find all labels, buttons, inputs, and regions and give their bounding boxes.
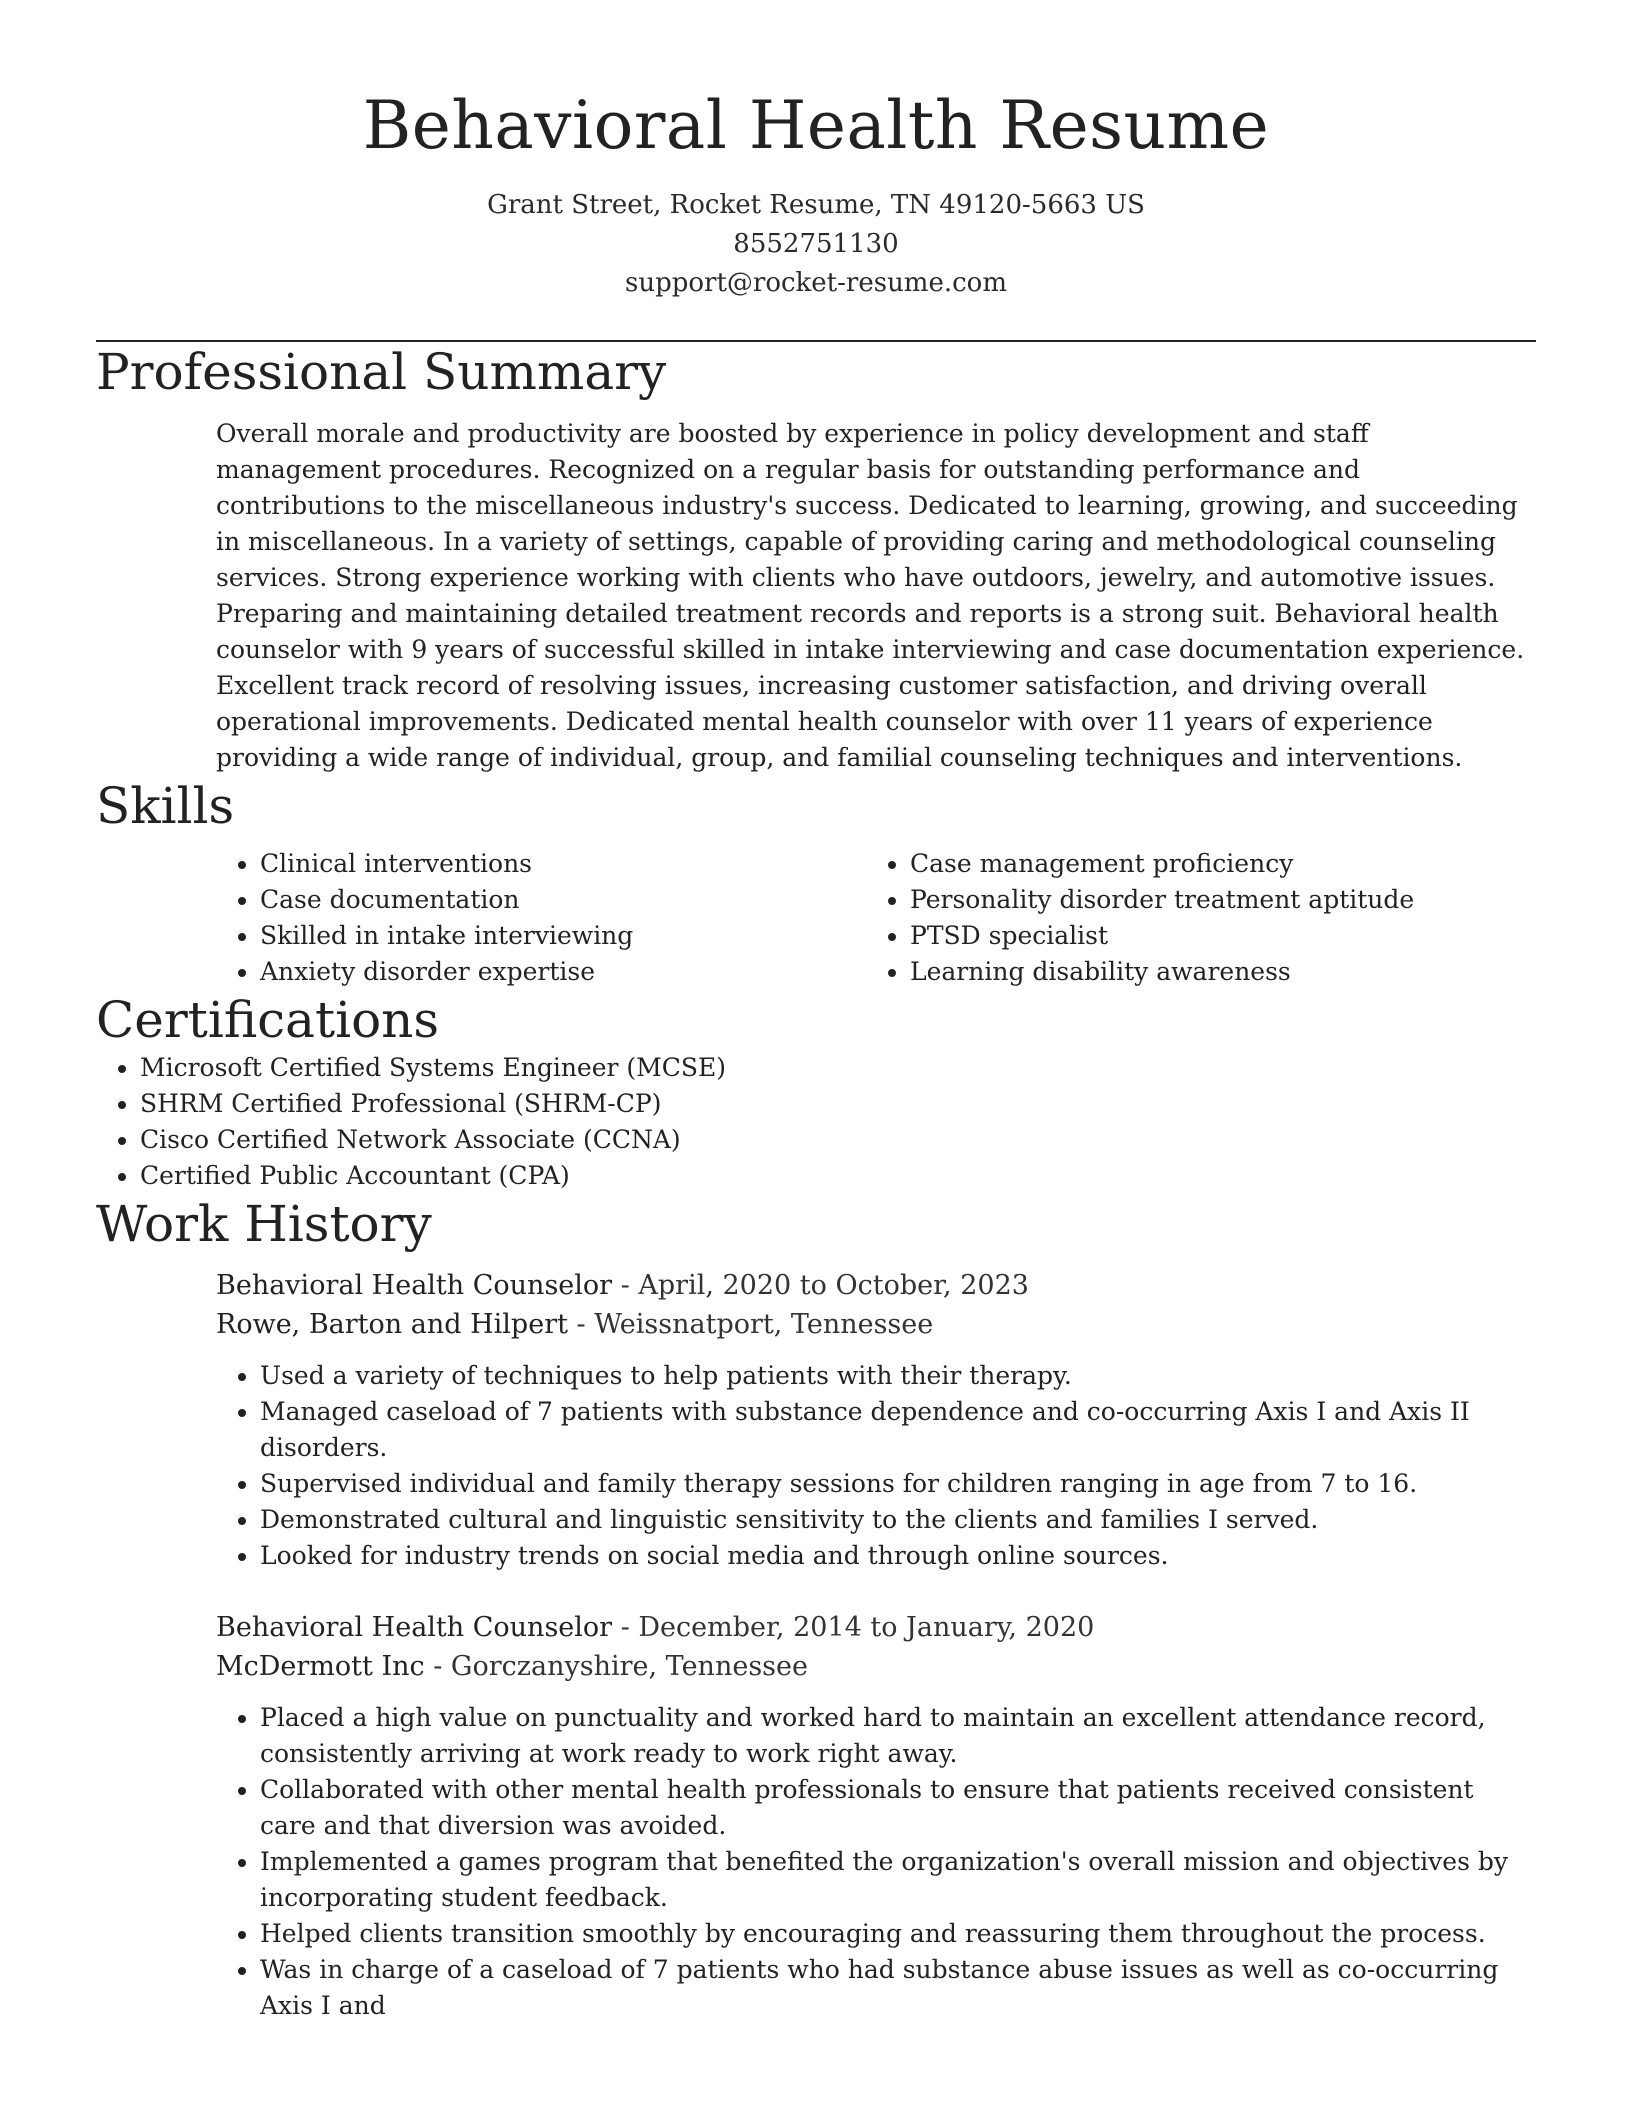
certification-item: • SHRM Certified Professional (SHRM-CP) <box>140 1086 1536 1122</box>
job-dates: December, 2014 to January, 2020 <box>638 1612 1095 1643</box>
job-entry <box>216 1608 1536 2024</box>
job-entry <box>216 1266 1536 1574</box>
skills-column-right <box>866 846 1516 990</box>
job-dates: April, 2020 to October, 2023 <box>638 1270 1029 1301</box>
skills-list-right <box>866 846 1516 990</box>
skill-item: • Anxiety disorder expertise <box>260 954 866 990</box>
work-history-heading: Work History <box>96 1195 432 1253</box>
job-duty-item: • Supervised individual and family therapy sessions for children ranging in age from 7 to 16. <box>260 1466 1536 1502</box>
job-duty-item: • Demonstrated cultural and linguistic sensitivity to the clients and families I served. <box>260 1502 1536 1538</box>
job-separator: - <box>424 1651 451 1682</box>
job-duties-list <box>216 1358 1536 1574</box>
job-separator: - <box>567 1309 595 1340</box>
resume-title: Behavioral Health Resume <box>362 87 1270 164</box>
contact-block <box>96 186 1536 303</box>
job-location: Gorczanyshire, Tennessee <box>450 1651 808 1682</box>
certification-item: • Cisco Certified Network Associate (CCNA) <box>140 1122 1536 1158</box>
job-title: Behavioral Health Counselor <box>216 1612 613 1643</box>
job-duty-item: • Managed caseload of 7 patients with substance dependence and co-occurring Axis I and Axis II disorders. <box>260 1394 1536 1466</box>
job-duty-item: • Placed a high value on punctuality and worked hard to maintain an excellent attendance record, consistently arriving at work ready to work right away. <box>260 1700 1536 1772</box>
summary-text: Overall morale and productivity are boosted by experience in policy development and staff management procedures. Recognized on a regular basis for outstanding performance and contributions to the miscellaneous industry's success. Dedicated to learning, growing, and succeeding in miscellaneous. In a variety of settings, capable of providing caring and methodological counseling services. Strong experience working with clients who have outdoors, jewelry, and automotive issues. Preparing and maintaining detailed treatment records and reports is a strong suit. Behavioral health counselor with 9 years of successful skilled in intake interviewing and case documentation experience. Excellent track record of resolving issues, increasing customer satisfaction, and driving overall operational improvements. Dedicated mental health counselor with over 11 years of experience providing a wide range of individual, group, and familial counseling techniques and interventions. <box>216 419 1525 772</box>
job-duty-item: • Helped clients transition smoothly by encouraging and reassuring them throughout the process. <box>260 1916 1536 1952</box>
skills-column-left <box>216 846 866 990</box>
contact-phone: 8552751130 <box>733 229 899 259</box>
job-title: Behavioral Health Counselor <box>216 1270 613 1301</box>
skill-item: • Personality disorder treatment aptitude <box>910 882 1516 918</box>
job-company-line <box>216 1305 1536 1344</box>
skills-heading: Skills <box>96 777 235 835</box>
job-separator: - <box>612 1612 639 1643</box>
skill-item: • Clinical interventions <box>260 846 866 882</box>
job-duty-item: • Collaborated with other mental health professionals to ensure that patients received consistent care and that diversion was avoided. <box>260 1772 1536 1844</box>
contact-email: support@rocket-resume.com <box>624 268 1007 298</box>
job-separator: - <box>612 1270 639 1301</box>
job-company-line <box>216 1647 1536 1686</box>
job-title-line <box>216 1266 1536 1305</box>
job-duty-item: • Used a variety of techniques to help patients with their therapy. <box>260 1358 1536 1394</box>
skill-item: • Case management proficiency <box>910 846 1516 882</box>
skills-grid <box>216 846 1536 990</box>
certification-item: • Microsoft Certified Systems Engineer (MCSE) <box>140 1050 1536 1086</box>
job-company: Rowe, Barton and Hilpert <box>216 1309 568 1340</box>
contact-address: Grant Street, Rocket Resume, TN 49120-5663 US <box>487 190 1145 220</box>
skill-item: • Case documentation <box>260 882 866 918</box>
job-company: McDermott Inc <box>216 1651 425 1682</box>
summary-heading: Professional Summary <box>96 343 667 401</box>
certification-item: • Certified Public Accountant (CPA) <box>140 1158 1536 1194</box>
job-location: Weissnatport, Tennessee <box>594 1309 934 1340</box>
skills-list-left <box>216 846 866 990</box>
job-duty-item: • Looked for industry trends on social media and through online sources. <box>260 1538 1536 1574</box>
job-duty-item: • Was in charge of a caseload of 7 patients who had substance abuse issues as well as co-occurring Axis I and <box>260 1952 1536 2024</box>
skill-item: • Skilled in intake interviewing <box>260 918 866 954</box>
certifications-heading: Certifications <box>96 991 440 1049</box>
skill-item: • PTSD specialist <box>910 918 1516 954</box>
certifications-list <box>96 1050 1536 1194</box>
job-duty-item: • Implemented a games program that benefited the organization's overall mission and objectives by incorporating student feedback. <box>260 1844 1536 1916</box>
resume-header <box>96 0 1536 303</box>
job-title-line <box>216 1608 1536 1647</box>
job-duties-list <box>216 1700 1536 2024</box>
skill-item: • Learning disability awareness <box>910 954 1516 990</box>
